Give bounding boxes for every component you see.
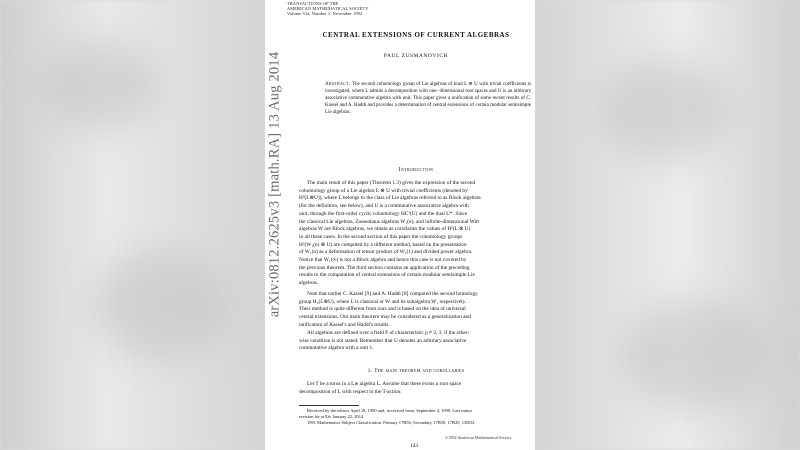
abstract-line: and A. Haddi and provides a determination of central extensions of certain <box>339 102 489 108</box>
page-number: 143 <box>410 443 419 449</box>
abstract-line: modular semisimple Lie algebras. <box>325 102 531 115</box>
abstract-line: with unit. This paper gives a unification of some recent results of C. Kassel <box>325 95 531 108</box>
intro-paragraph-3 <box>299 330 535 353</box>
section-1-heading <box>305 368 527 374</box>
text-line: group H₂(L⊗U), where L is classical or W and its subalgebra W₁ respectively. <box>299 298 467 305</box>
text-line: unification of Kassel's and Haddi's results. <box>299 321 390 328</box>
journal-header-line: AMERICAN MATHEMATICAL SOCIETY <box>287 6 369 11</box>
intro-paragraph-2 <box>299 291 535 330</box>
text-line: Let T be a torus in a Lie algebra L. Assume that there exists a root space <box>307 381 462 387</box>
arxiv-stamp: arXiv:0812.2625v3 [math.RA] 13 Aug 2014 <box>266 51 283 318</box>
text-line: the classical Lie algebras, Zassenhaus algebras W₁(n), and infinite-dimensional Witt <box>299 218 479 225</box>
text-line: algebras W are Block algebras, we obtain as corollaries the values of H²(L ⊗ U) <box>299 226 471 233</box>
footnote-line: revision for arXiv January 22, 2014. <box>299 414 365 419</box>
journal-header-line: Volume 334, Number 1, November 1992 <box>287 11 363 16</box>
footnote-line: 1991 Mathematics Subject Classification. Primary 17B56; Secondary 17B50, 17B20, 13D03. <box>307 420 476 425</box>
background-blur <box>600 60 730 160</box>
text-line: Notice that W₁(∞) is not a Block algebra and hence this case is not covered by <box>299 257 467 264</box>
paper-title: CENTRAL EXTENSIONS OF CURRENT ALGEBRAS <box>322 31 510 39</box>
text-line: Their method is quite different from ours and is based on the idea of universal <box>299 306 466 313</box>
text-line: (for the definition, see below), and U is a commutative associative algebra with <box>299 203 469 210</box>
background-blur <box>620 300 770 410</box>
text-line: in all these cases. In the second section of this paper the cohomology groups <box>299 233 463 240</box>
footnote-line: Received by the editors April 18, 1990 and, in revised form, September 4, 1990. Last minor <box>307 408 472 413</box>
text-line: H²(W₁(n) ⊗ U) are computed by a different method, based on the presentation <box>299 241 467 248</box>
text-line: wise condition is not stated. Remember that U denotes an arbitrary associative <box>299 337 467 344</box>
section-number: 1. <box>367 368 373 374</box>
footnotes <box>299 408 535 426</box>
abstract-line: dimensional root spaces and U is an arbitrary associative commutative algebra <box>325 88 531 101</box>
abstract-line: trivial coefficients is investigated, where L admits a decomposition with one- <box>325 82 532 94</box>
text-line: Note that earlier C. Kassel [9] and A. Haddi [8] computed the second homology <box>307 291 478 297</box>
text-line: The main result of this paper (Theorem 1.3) gives the expression of the second <box>307 180 476 186</box>
journal-header-line: TRANSACTIONS OF THE <box>287 1 339 6</box>
section-title: The main theorem and corollaries <box>374 368 465 374</box>
text-line: All algebras are defined over a field F of characteristic p ≠ 2, 3, if the other- <box>307 330 470 336</box>
abstract-line: The second cohomology group of Lie algebras of kind L ⊗ U with <box>350 82 489 87</box>
paper-author: PAUL ZUSMANOVICH <box>383 53 449 59</box>
journal-header <box>287 1 369 16</box>
text-line: algebras. <box>299 280 319 287</box>
abstract-label: Abstract. <box>325 82 351 87</box>
text-line: cohomology group of a Lie algebra L ⊗ U with trivial coefficients (denoted by <box>299 187 468 194</box>
text-line: central extensions. Our main theorem may be considered as a generalization and <box>299 314 471 321</box>
background-blur <box>90 250 230 360</box>
paper-page <box>265 0 535 450</box>
intro-paragraph-1 <box>299 180 535 288</box>
text-line: results to the computation of central extensions of certain modular semisimple Lie <box>299 272 475 279</box>
text-line: commutative algebra with a unit 1. <box>299 345 374 352</box>
text-line: H²(L⊗U)), where L belongs to the class of Lie algebras referred to as Block algebras <box>299 195 481 202</box>
copyright-notice: ©1992 American Mathematical Society <box>445 435 512 440</box>
text-line: unit, through the first-order cyclic cohomology HC¹(U) and the dual U*. Since <box>299 210 468 217</box>
footnote-rule <box>299 405 359 406</box>
text-line: decomposition of L with respect to the T-action: <box>299 388 402 395</box>
introduction-heading: Introduction <box>398 167 434 173</box>
text-line: the previous theorem. The third section contains an application of the preceding <box>299 264 470 271</box>
abstract <box>325 82 531 117</box>
text-line: of W₁(n) as a deformation of tensor product of W₁(1) and divided power algebra. <box>299 249 473 256</box>
background-blur <box>40 40 160 130</box>
section-1-paragraph <box>299 381 535 396</box>
